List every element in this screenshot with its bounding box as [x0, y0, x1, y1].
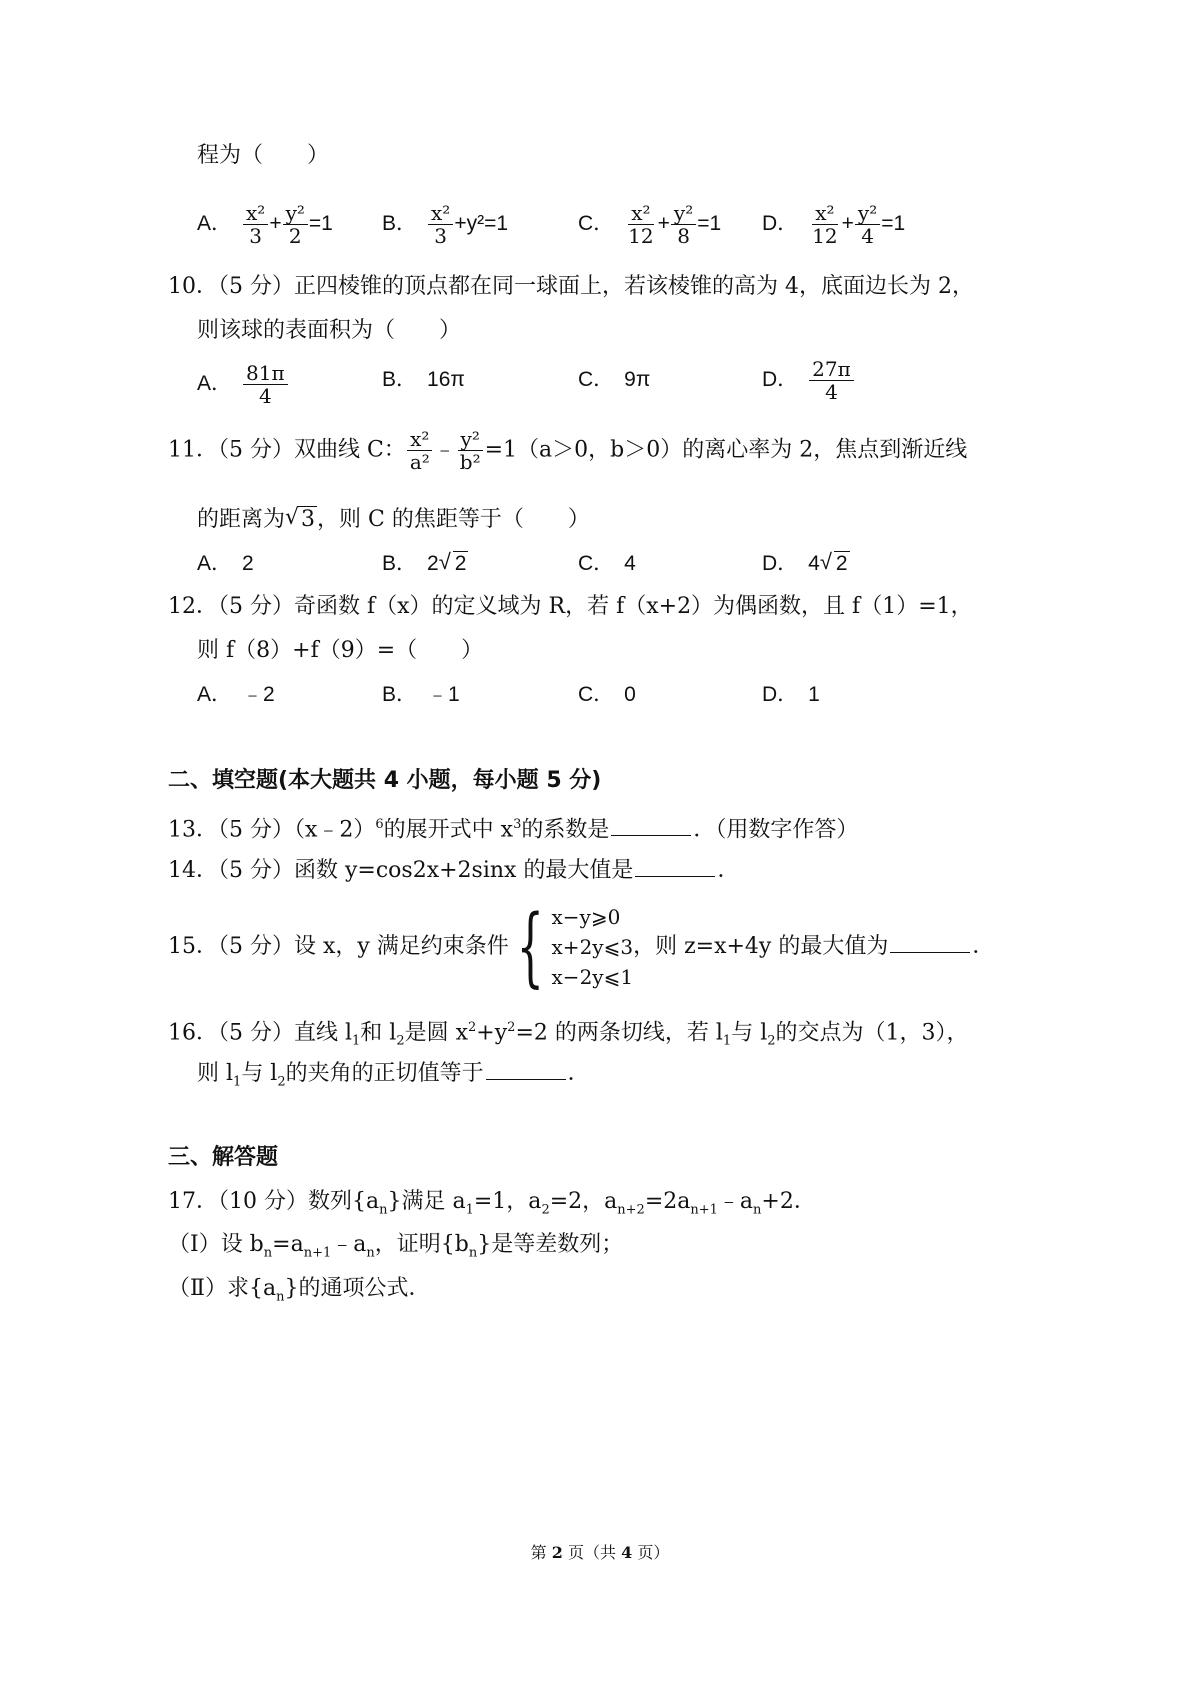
q14-pre: 14．（5 分）函数 y=cos2x+2sinx 的最大值是 — [168, 858, 634, 883]
denominator: 4 — [258, 384, 272, 408]
subscript: 1 — [465, 1202, 474, 1218]
fraction — [283, 202, 308, 247]
q11-option-d — [762, 549, 850, 579]
q11-line1 — [168, 428, 967, 473]
q16-line2 — [197, 1057, 590, 1097]
option-text: 4 — [624, 552, 636, 575]
q11-line2-post: ，则 C 的焦距等于（ ） — [317, 507, 590, 532]
denominator: 4 — [825, 380, 838, 404]
q17-line1 — [168, 1187, 816, 1225]
denominator: 2 — [288, 224, 302, 248]
fraction — [428, 202, 453, 247]
constraint-3: x−2y⩽1 — [551, 965, 634, 989]
q17-text: 17．（10 分）数列{a — [168, 1189, 380, 1214]
answer-blank[interactable] — [635, 854, 715, 877]
numerator: x² — [407, 428, 432, 451]
answer-blank[interactable] — [890, 930, 970, 953]
q16-text: 与 l — [731, 1020, 768, 1046]
fraction — [625, 202, 656, 247]
option-label: A． — [197, 372, 233, 396]
q10-line1: 10．（5 分）正四棱锥的顶点都在同一球面上，若该棱锥的高为 4，底面边长为 2， — [168, 274, 974, 299]
numerator: y² — [855, 202, 880, 225]
q14 — [168, 854, 739, 886]
numerator: y² — [458, 428, 483, 451]
numerator: 81π — [243, 362, 288, 385]
fraction — [855, 202, 880, 247]
page-number: 2 — [551, 1543, 563, 1562]
option-label: D． — [762, 212, 799, 236]
q16-text: +y — [476, 1020, 508, 1046]
q11-line2 — [197, 505, 590, 535]
answer-blank[interactable] — [486, 1057, 566, 1080]
subscript: 2 — [767, 1033, 776, 1049]
q12-option-a — [197, 680, 275, 710]
constraint-system — [509, 897, 634, 997]
page-footer — [0, 1540, 1200, 1563]
coefficient: 2 — [427, 552, 439, 575]
numerator: x² — [428, 202, 453, 225]
q16-text: 16．（5 分）直线 l — [168, 1020, 353, 1046]
denominator: a² — [409, 450, 430, 474]
sqrt — [820, 549, 850, 579]
fraction — [809, 202, 840, 247]
denominator: 4 — [861, 224, 874, 248]
q11-option-c — [578, 549, 636, 579]
numerator: y² — [283, 202, 308, 225]
q17-text: =2a — [644, 1189, 691, 1214]
subscript: n — [468, 1245, 478, 1261]
q15-post: ，则 z=x+4y 的最大值为 — [633, 934, 889, 959]
footer-text: 页（共 — [562, 1543, 622, 1562]
q11-option-a — [197, 549, 254, 579]
q11-prefix: 11．（5 分）双曲线 C： — [168, 437, 406, 463]
q11-line2-pre: 的距离为 — [197, 507, 286, 532]
option-label: B． — [382, 368, 418, 391]
subscript: 2 — [541, 1202, 550, 1218]
q16-text: 的夹角的正切值等于 — [285, 1061, 484, 1086]
subscript: n — [366, 1245, 375, 1261]
q9-option-a — [197, 202, 333, 247]
q11-suffix: =1（a＞0，b＞0）的离心率为 2，焦点到渐近线 — [484, 437, 968, 463]
q16-text: =2 的两条切线，若 l — [515, 1020, 723, 1046]
constraints — [552, 902, 634, 992]
fraction — [457, 428, 484, 473]
subscript: 1 — [352, 1033, 361, 1049]
option-label: D． — [762, 368, 799, 392]
q9-tail: 程为（ ） — [197, 143, 330, 168]
q13-mid: 的展开式中 x — [383, 817, 514, 843]
radicand: 2 — [454, 552, 467, 575]
subscript: n+2 — [617, 1202, 645, 1218]
rhs: =1 — [881, 212, 906, 236]
option-text: 2 — [242, 552, 254, 575]
q9-option-d — [762, 202, 905, 247]
option-text: ﹣1 — [427, 683, 460, 706]
q17-text: }的通项公式． — [284, 1276, 431, 1301]
answer-blank[interactable] — [611, 813, 691, 836]
q9-option-c — [578, 202, 721, 247]
option-label: B． — [382, 683, 418, 706]
subscript: n+1 — [690, 1202, 718, 1218]
subscript: 2 — [277, 1074, 286, 1090]
section-heading-solutions: 三、解答题 — [168, 1145, 279, 1170]
rhs: =1 — [308, 212, 333, 236]
q11-option-b — [382, 549, 468, 579]
q10-option-b — [382, 365, 465, 395]
option-label: B． — [382, 552, 418, 575]
sqrt — [439, 549, 469, 579]
option-label: A． — [197, 683, 233, 706]
subscript: n — [379, 1202, 388, 1218]
q16-text: 与 l — [241, 1061, 278, 1086]
subscript: n+1 — [303, 1245, 332, 1261]
q17-part1 — [168, 1230, 623, 1268]
q17-text: }是等差数列； — [477, 1232, 624, 1257]
q17-text: ﹣a — [331, 1232, 367, 1257]
option-text: 16π — [427, 368, 465, 391]
q12-option-d — [762, 680, 820, 710]
option-label: D． — [762, 552, 799, 575]
q12-option-b — [382, 680, 460, 710]
exponent: 3 — [513, 817, 522, 832]
option-label: C． — [578, 212, 615, 236]
fraction — [809, 358, 854, 403]
total-pages: 4 — [621, 1543, 633, 1562]
fraction — [243, 362, 288, 407]
denominator: 12 — [628, 224, 654, 248]
q12-option-c — [578, 680, 636, 710]
q17-text: =a — [272, 1232, 304, 1257]
denominator: 3 — [434, 224, 448, 248]
denominator: 3 — [249, 224, 263, 248]
q16-text: 是圆 x — [404, 1020, 469, 1046]
option-text: 1 — [808, 683, 820, 706]
fraction — [407, 428, 433, 473]
subscript: 1 — [722, 1033, 732, 1049]
plus-sign: + — [269, 212, 282, 236]
numerator: y² — [671, 202, 696, 225]
q17-part2 — [168, 1274, 430, 1312]
q10-option-a — [197, 362, 289, 407]
q17-text: （Ⅰ）设 b — [168, 1232, 264, 1257]
numerator: x² — [628, 202, 653, 225]
q16-text: 的交点为（1，3）， — [775, 1020, 969, 1046]
option-label: C． — [578, 552, 615, 575]
footer-text: 第 — [530, 1543, 552, 1562]
q15-pre: 15．（5 分）设 x，y 满足约束条件 — [168, 934, 509, 959]
numerator: x² — [812, 202, 837, 225]
section-heading-fill-in: 二、填空题(本大题共 4 小题，每小题 5 分) — [168, 768, 602, 793]
q15-end: ． — [972, 934, 995, 959]
q17-text: （Ⅱ）求{a — [168, 1276, 277, 1301]
radicand: 3 — [301, 507, 316, 532]
plus-sign: + — [657, 212, 670, 236]
denominator: 8 — [677, 224, 690, 248]
q13-pre: 13．（5 分）（x﹣2） — [168, 817, 376, 843]
q13-post: 的系数是 — [521, 817, 610, 843]
subscript: n — [263, 1245, 273, 1261]
q13-end: ．（用数字作答） — [693, 817, 859, 843]
option-label: B． — [382, 212, 418, 236]
q12-line2: 则 f（8）+f（9）=（ ） — [197, 638, 484, 663]
q16-text: 则 l — [197, 1061, 234, 1086]
subscript: n — [753, 1202, 762, 1218]
q10-line2: 则该球的表面积为（ ） — [197, 318, 462, 343]
left-brace: { — [516, 897, 544, 997]
q16-text: 和 l — [360, 1020, 397, 1046]
exponent: 6 — [375, 817, 384, 832]
constraint-2: x+2y⩽3 — [551, 935, 634, 959]
option-text: 0 — [624, 683, 636, 706]
q17-text: ，证明{b — [374, 1232, 469, 1257]
fraction — [671, 202, 696, 247]
exponent: 2 — [507, 1020, 516, 1035]
option-label: A． — [197, 212, 233, 236]
rest: +y²=1 — [454, 212, 509, 236]
denominator: 12 — [812, 224, 838, 248]
q17-text: }满足 a — [387, 1189, 466, 1214]
q10-option-d — [762, 358, 855, 403]
option-label: C． — [578, 368, 615, 391]
sqrt — [285, 505, 317, 535]
exponent: 2 — [468, 1020, 477, 1035]
q10-option-c — [578, 365, 650, 395]
q9-option-b — [382, 202, 508, 247]
q14-end: ． — [717, 858, 740, 883]
numerator: 27π — [809, 358, 854, 381]
q15 — [168, 897, 995, 997]
q17-text: +2． — [761, 1189, 816, 1214]
option-label: A． — [197, 552, 233, 575]
q12-line1: 12．（5 分）奇函数 f（x）的定义域为 R，若 f（x+2）为偶函数，且 f（1）=1， — [168, 594, 973, 619]
subscript: n — [276, 1289, 285, 1305]
denominator: b² — [459, 450, 481, 474]
q17-text: =1，a — [473, 1189, 542, 1214]
q13 — [168, 810, 858, 845]
option-text: ﹣2 — [242, 683, 275, 706]
subscript: 2 — [396, 1033, 405, 1049]
numerator: x² — [243, 202, 268, 225]
fraction — [243, 202, 268, 247]
rhs: =1 — [697, 212, 722, 236]
q17-text: =2，a — [549, 1189, 618, 1214]
subscript: 1 — [233, 1074, 242, 1090]
option-label: D． — [762, 683, 799, 706]
coefficient: 4 — [808, 552, 820, 575]
minus-sign: ﹣ — [433, 437, 456, 463]
q16-end: ． — [567, 1061, 590, 1086]
radicand: 2 — [835, 552, 848, 575]
q17-text: ﹣a — [717, 1189, 754, 1214]
constraint-1: x−y⩾0 — [551, 905, 621, 929]
option-label: C． — [578, 683, 615, 706]
q16-line1 — [168, 1013, 969, 1057]
plus-sign: + — [841, 212, 854, 236]
footer-text: 页） — [632, 1543, 670, 1562]
option-text: 9π — [624, 368, 651, 391]
